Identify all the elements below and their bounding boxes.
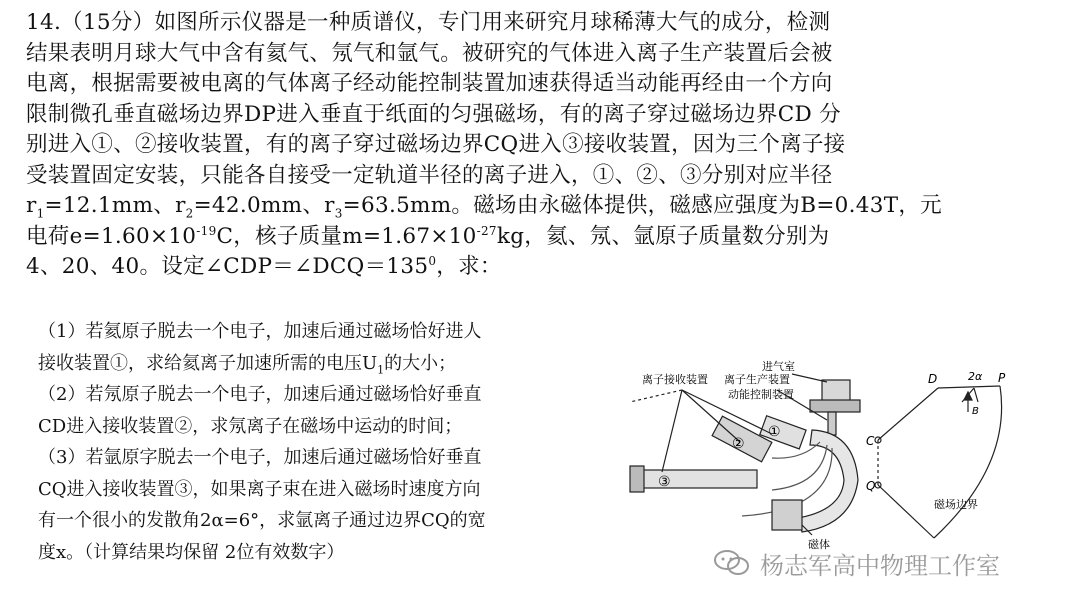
receiver-3-marker: ③ (658, 474, 671, 490)
label-inlet: 进气室 (762, 360, 795, 373)
b-field-label: B (972, 406, 979, 417)
problem-line: 结果表明月球大气中含有氦气、氖气和氩气。被研究的气体进入离子生产装置后会被 (26, 40, 833, 66)
label-receiver: 离子接收装置 (642, 373, 708, 386)
point-c: C (866, 434, 875, 448)
point-q: Q (866, 479, 876, 493)
watermark (712, 545, 1000, 581)
angle-label: 2α (968, 370, 983, 383)
label-magnet: 磁体 (808, 538, 830, 550)
sub-questions (38, 316, 598, 568)
receiver-1-marker: ① (768, 424, 781, 440)
point-d: D (928, 372, 938, 386)
problem-line: 别进入①、②接收装置，有的离子穿过磁场边界CQ进入③接收装置，因为三个离子接 (26, 132, 846, 157)
problem-line: 受装置固定安装，只能各自接受一定轨道半径的离子进入，①、②、③分别对应半径 (26, 162, 833, 188)
question-2-line: CD进入接收装置②，求氖离子在磁场中运动的时间； (38, 415, 463, 437)
problem-line: 电离，根据需要被电离的气体离子经动能控制装置加速获得适当动能再经由一个方向 (26, 71, 833, 96)
watermark-text: 杨志军高中物理工作室 (760, 551, 1000, 580)
receiver-2-marker: ② (732, 436, 745, 452)
question-3-line: CQ进入接收装置③，如果离子束在进入磁场时速度方向 (38, 478, 481, 500)
problem-line-radii: $r_1=12.1mm$、$r_2=42.0mm$、$r_3=63.5mm$。磁场由永磁体提供，磁感应强度为B=0.43T，元 (26, 193, 942, 221)
mass-spectrometer-figure (622, 350, 1007, 550)
figure-svg (622, 350, 1007, 550)
problem-line-angles: 4、20、40。设定$\angle CDP=\angle DCQ=135^0$，求： (26, 253, 502, 279)
problem-statement (26, 8, 1061, 283)
problem-line: 14.（15分）如图所示仪器是一种质谱仪，专门用来研究月球稀薄大气的成分，检测 (26, 10, 831, 35)
question-3-line: 度x。（计算结果均保留 2位有效数字） (38, 541, 345, 563)
question-2-line: （2）若氖原子脱去一个电子，加速后通过磁场恰好垂直 (38, 384, 482, 405)
label-boundary: 磁场边界 (934, 498, 978, 511)
question-1-line: （1）若氦原子脱去一个电子，加速后通过磁场恰好进人 (38, 321, 482, 342)
point-p: P (998, 371, 1006, 385)
question-3-line: 有一个很小的发散角2α=6°，求氩离子通过边界CQ的宽 (38, 510, 486, 531)
problem-line-constants: 电荷$e=1.60\times 10^{-19}C$，核子质量$m=1.67\times 10^{-27}kg$，氦、氖、氩原子质量数分别为 (26, 223, 830, 249)
question-3-line: （3）若氩原字脱去一个电子，加速后通过磁场恰好垂直 (38, 447, 482, 468)
label-producer: 离子生产装置 (724, 373, 790, 386)
problem-line: 限制微孔垂直磁场边界DP进入垂直于纸面的匀强磁场，有的离子穿过磁场边界CD 分 (26, 101, 841, 127)
label-kinetic: 动能控制装置 (728, 388, 794, 401)
wechat-icon (712, 548, 752, 578)
field-diagram (875, 386, 1002, 538)
question-1-line: 接收装置①，求给氦离子加速所需的电压$U_1$的大小； (38, 352, 457, 377)
